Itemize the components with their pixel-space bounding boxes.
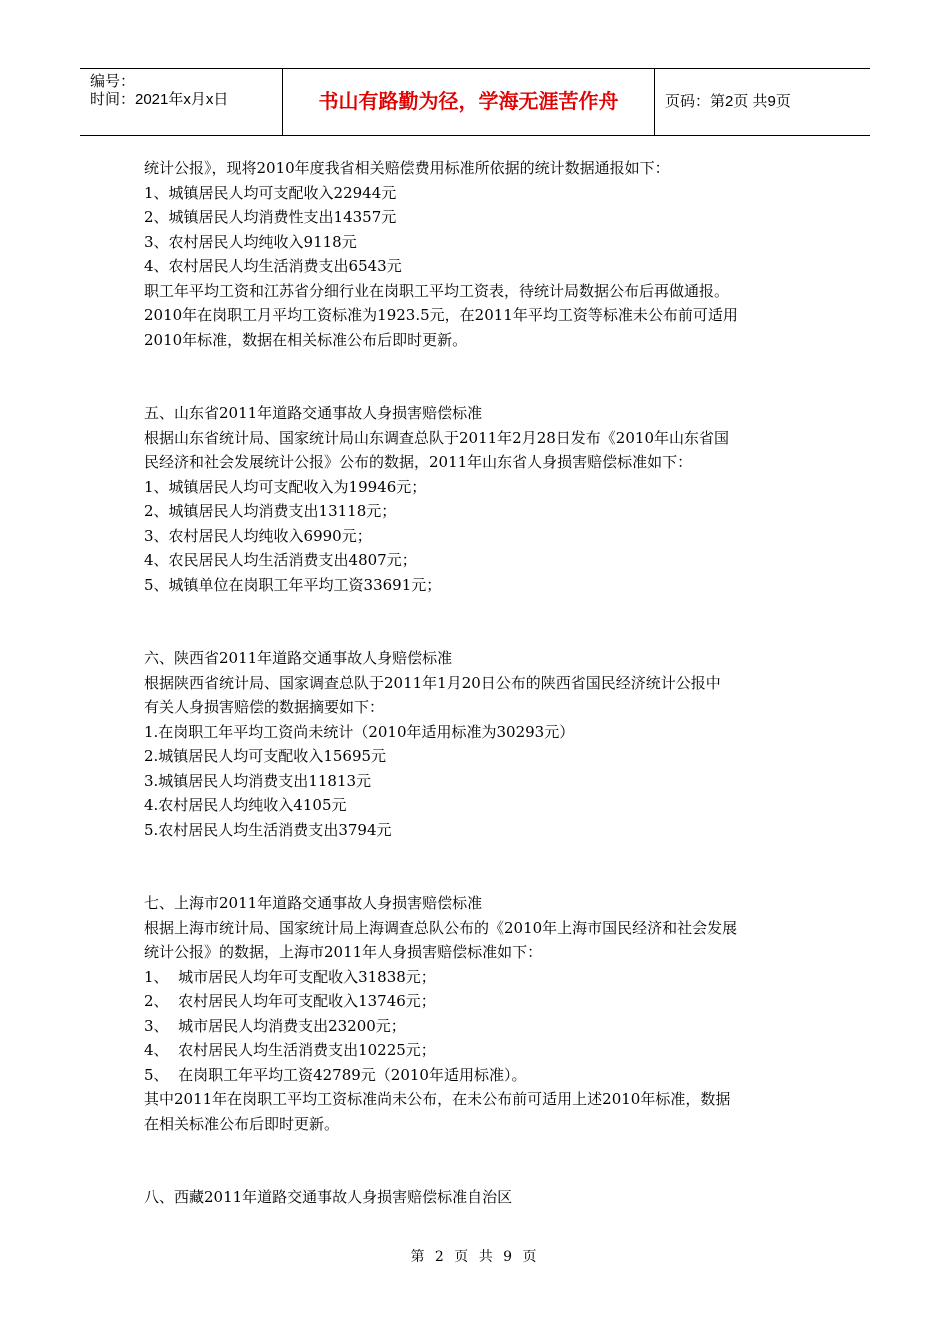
shandong-intro: 根据山东省统计局、国家统计局山东调查总队于2011年2月28日发布《2010年山东省国 (144, 428, 729, 447)
section-title-shandong: 五、山东省2011年道路交通事故人身损害赔偿标准 (144, 404, 483, 422)
shaanxi-item: 1.在岗职工年平均工资尚未统计（2010年适用标准为30293元） (144, 722, 575, 741)
shanghai-item: 5、 在岗职工年平均工资42789元（2010年适用标准）。 (144, 1065, 527, 1084)
jiangsu-note: 2010年在岗职工月平均工资标准为1923.5元，在2011年平均工资等标准未公布前可适用 (144, 306, 738, 324)
section-gap (144, 597, 814, 646)
section-title-tibet: 八、西藏2011年道路交通事故人身损害赔偿标准自治区 (144, 1188, 513, 1206)
shaanxi-intro: 根据陕西省统计局、国家调查总队于2011年1月20日公布的陕西省国民经济统计公报中 (144, 673, 721, 692)
shandong-intro: 民经济和社会发展统计公报》公布的数据，2011年山东省人身损害赔偿标准如下： (144, 453, 693, 471)
jiangsu-item: 1、城镇居民人均可支配收入22944元 (144, 183, 397, 202)
shanghai-intro: 统计公报》的数据，上海市2011年人身损害赔偿标准如下： (144, 943, 543, 961)
page-header (80, 68, 870, 136)
section-gap (144, 842, 814, 891)
shanghai-item: 3、 城市居民人均消费支出23200元； (144, 1016, 406, 1035)
shaanxi-item: 4.农村居民人均纯收入4105元 (144, 796, 347, 814)
header-motto: 书山有路勤为径，学海无涯苦作舟 (283, 69, 655, 135)
date-label: 时间：2021年x月x日 (90, 91, 229, 108)
shanghai-intro: 根据上海市统计局、国家统计局上海调查总队公布的《2010年上海市国民经济和社会发展 (144, 918, 738, 937)
page-footer: 第 2 页 共 9 页 (410, 1249, 540, 1265)
shaanxi-item: 2.城镇居民人均可支配收入15695元 (144, 747, 387, 765)
jiangsu-item: 4、农村居民人均生活消费支出6543元 (144, 257, 402, 275)
shanghai-item: 4、 农村居民人均生活消费支出10225元； (144, 1041, 436, 1059)
jiangsu-intro: 统计公报》，现将2010年度我省相关赔偿费用标准所依据的统计数据通报如下： (144, 159, 670, 177)
header-meta-cell (80, 69, 283, 135)
shandong-item: 3、农村居民人均纯收入6990元； (144, 526, 372, 545)
document-body (144, 156, 814, 1210)
header-page-info: 页码：第2页 共9页 (665, 93, 791, 110)
section-gap (144, 1136, 814, 1185)
shanghai-item: 1、 城市居民人均年可支配收入31838元； (144, 967, 436, 986)
shanghai-note: 在相关标准公布后即时更新。 (144, 1114, 340, 1133)
section-title-shanghai: 七、上海市2011年道路交通事故人身损害赔偿标准 (144, 894, 483, 912)
jiangsu-item: 2、城镇居民人均消费性支出14357元 (144, 208, 397, 226)
shandong-item: 2、城镇居民人均消费支出13118元； (144, 502, 397, 520)
jiangsu-note: 职工年平均工资和江苏省分细行业在岗职工平均工资表，待统计局数据公布后再做通报。 (144, 281, 730, 300)
shaanxi-item: 3.城镇居民人均消费支出11813元 (144, 771, 372, 790)
shanghai-note: 其中2011年在岗职工平均工资标准尚未公布，在未公布前可适用上述2010年标准，数据 (144, 1090, 731, 1108)
shandong-item: 5、城镇单位在岗职工年平均工资33691元； (144, 575, 442, 594)
jiangsu-item: 3、农村居民人均纯收入9118元 (144, 232, 357, 251)
section-title-shaanxi: 六、陕西省2011年道路交通事故人身赔偿标准 (144, 649, 453, 667)
section-gap (144, 352, 814, 401)
shandong-item: 4、农民居民人均生活消费支出4807元； (144, 551, 417, 569)
shaanxi-item: 5.农村居民人均生活消费支出3794元 (144, 820, 392, 839)
shaanxi-intro: 有关人身损害赔偿的数据摘要如下： (144, 698, 385, 716)
doc-number-label: 编号： (90, 73, 136, 90)
shandong-item: 1、城镇居民人均可支配收入为19946元； (144, 477, 427, 496)
jiangsu-note: 2010年标准，数据在相关标准公布后即时更新。 (144, 330, 468, 349)
shanghai-item: 2、 农村居民人均年可支配收入13746元； (144, 992, 436, 1010)
